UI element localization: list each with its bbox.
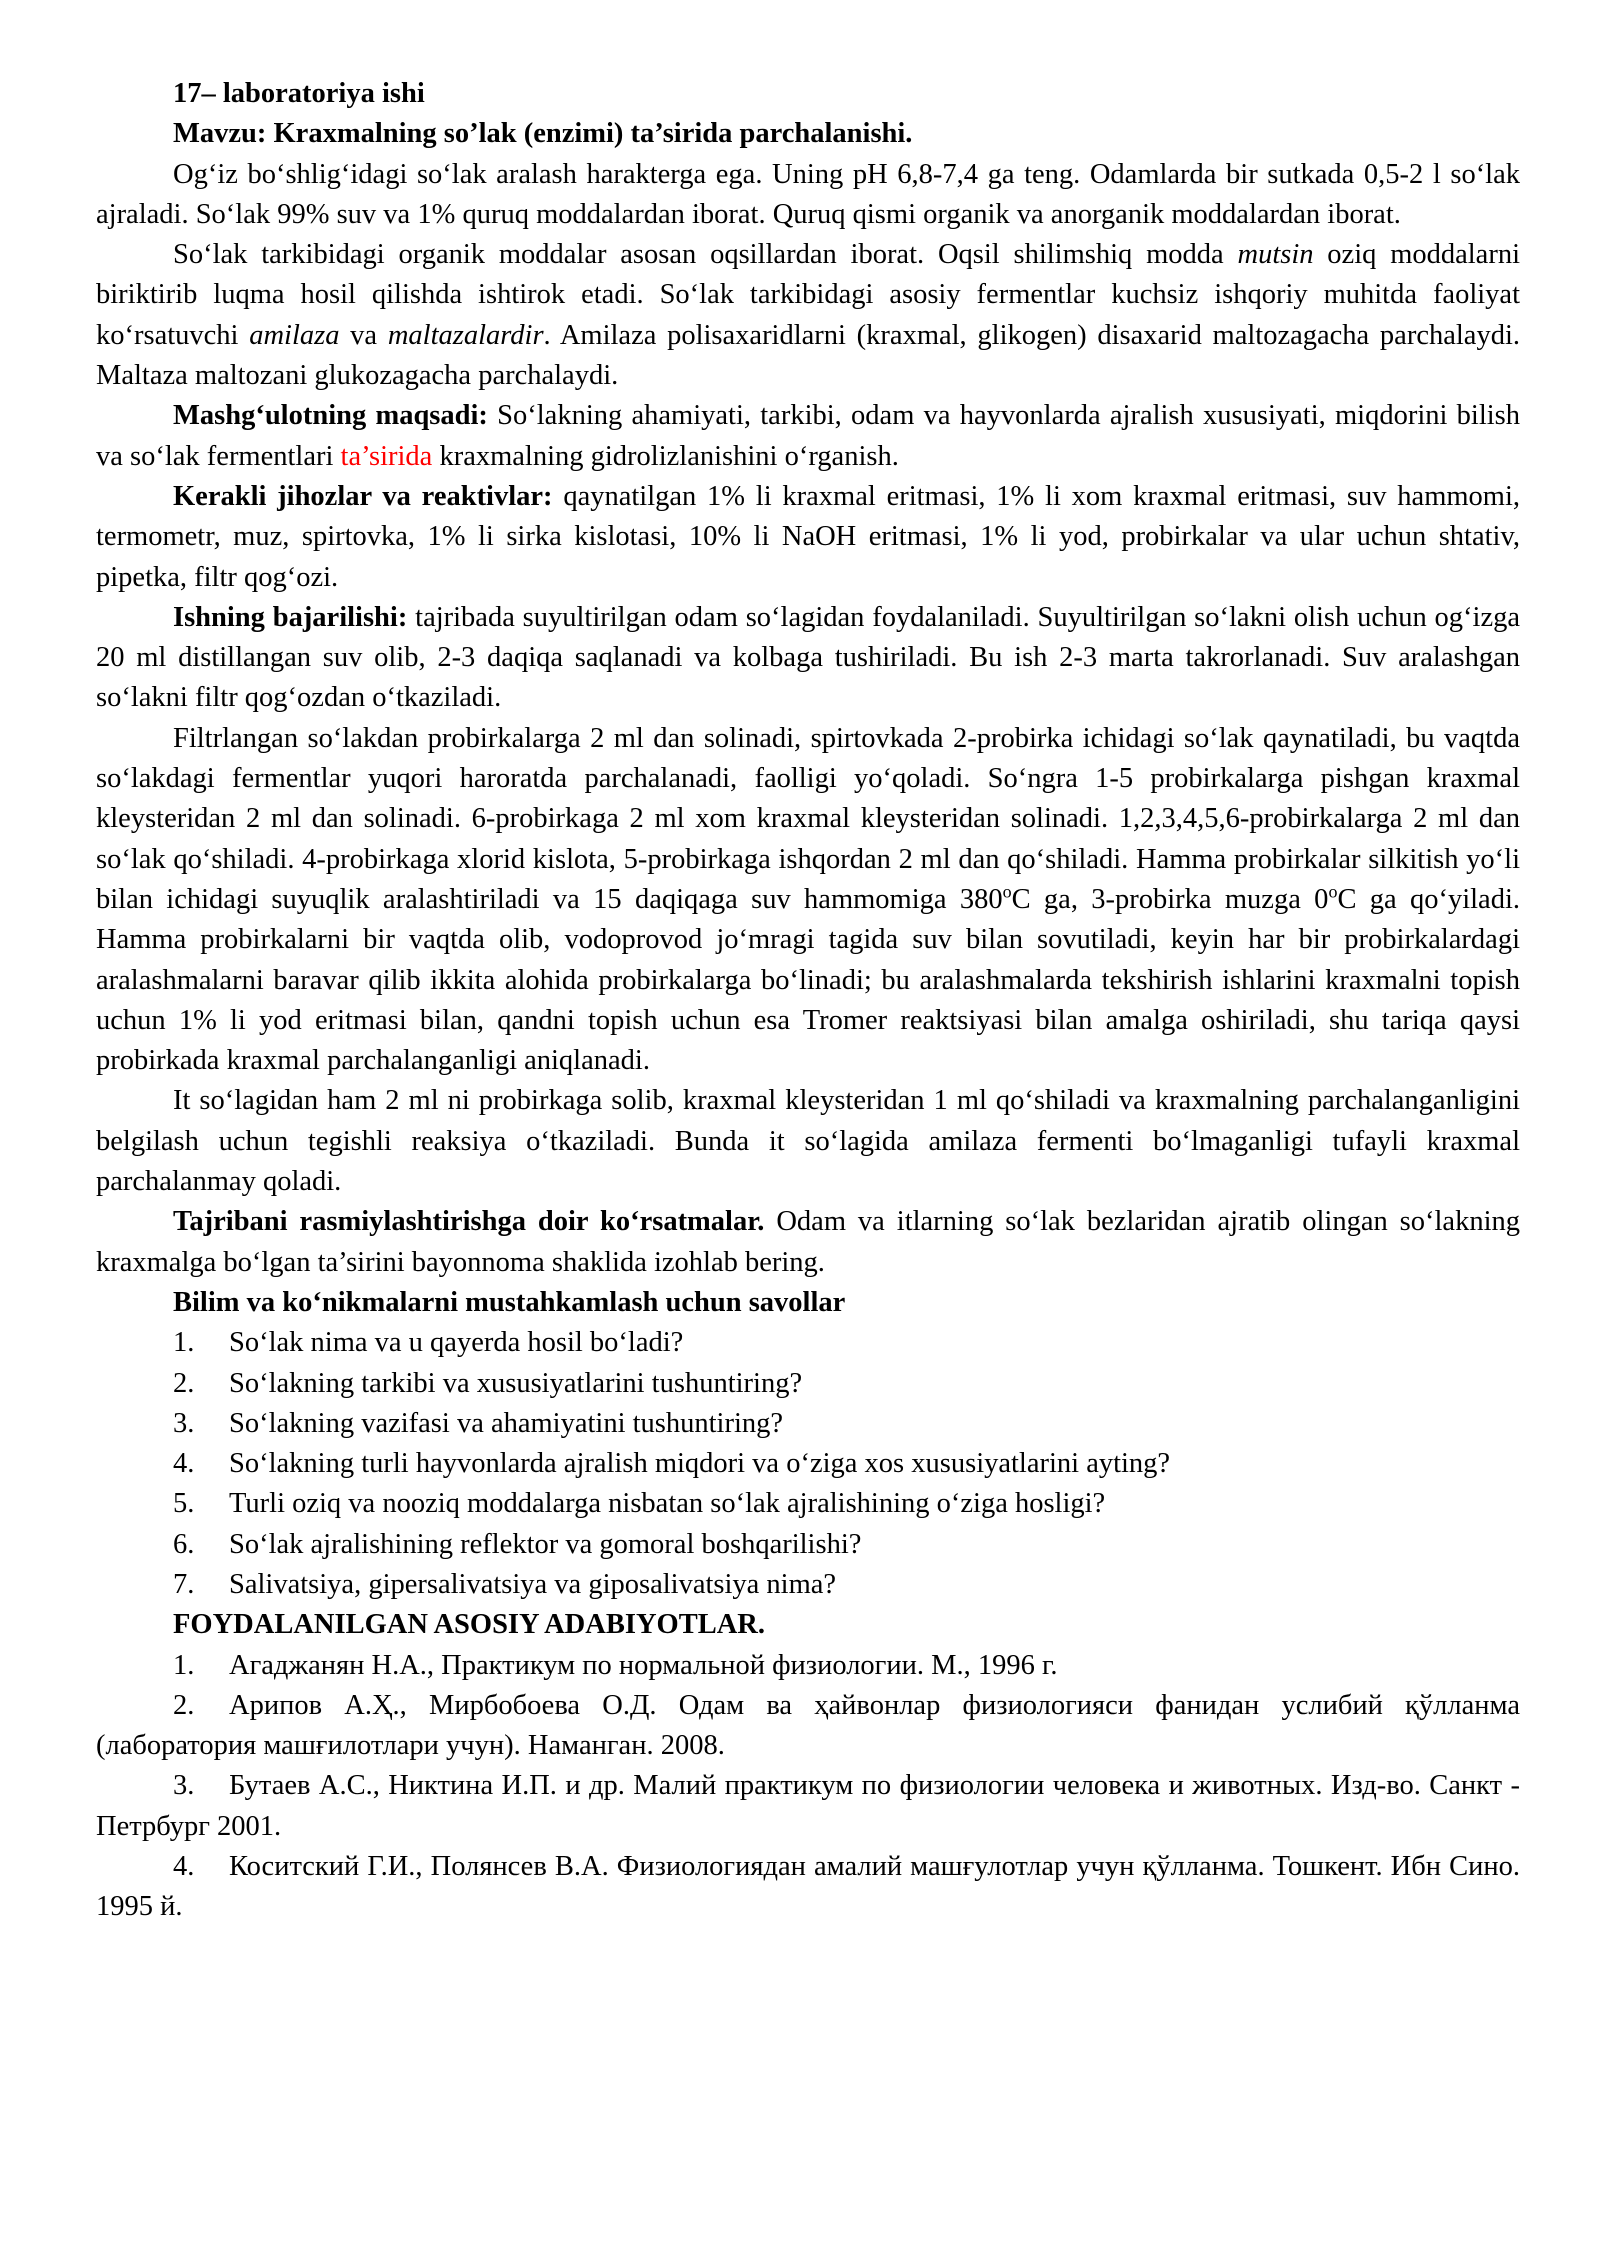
document-page [96,74,1520,1928]
intro-text-c: va [339,319,388,351]
reference-number: 1. [173,1649,195,1681]
list-item [96,1525,1520,1565]
question-number: 4. [173,1448,195,1480]
intro-paragraph-2 [96,235,1520,396]
list-item [96,1444,1520,1484]
reference-text: Бутаев А.С., Никтина И.П. и др. Малий практикум по физиологии человека и животных. Изд-во. Санкт - Петрбург 2001. [96,1770,1520,1842]
questions-list [96,1323,1520,1605]
list-item [96,1565,1520,1605]
degree-sup-2: o [1328,881,1338,902]
goal-paragraph [96,396,1520,477]
reference-number: 3. [173,1770,195,1802]
goal-highlight: ta’sirida [340,440,433,472]
procedure-label: Ishning bajarilishi: [173,601,408,633]
question-text: Salivatsiya, gipersalivatsiya va giposalivatsiya nima? [229,1568,837,1600]
equipment-text: qaynatilgan 1% li kraxmal eritmasi, 1% li xom kraxmal eritmasi, suv hammomi, termometr, muz, spirtovka, 1% li sirka kislotasi, 10% li NaOH eritmasi, 1% li yod, probirkalar va ular uchun shtativ, pipetka, filtr qog‘ozi. [96,480,1520,593]
list-item [96,1847,1520,1928]
equipment-paragraph [96,477,1520,598]
list-item [96,1323,1520,1363]
intro-text-b: oziq moddalarni biriktirib luqma hosil qilishda ishtirok etadi. So‘lak tarkibidagi asosiy fermentlar kuchsiz ishqoriy muhitda faoliyat ko‘rsatuvchi [96,239,1520,351]
reference-text: Агаджанян Н.А., Практикум по нормальной физиологии. М., 1996 г. [229,1649,1058,1681]
list-item [96,1404,1520,1444]
question-text: So‘lakning tarkibi va xususiyatlarini tushuntiring? [229,1367,803,1399]
procedure-text-a: Filtrlangan so‘lakdan probirkalarga 2 ml dan solinadi, spirtovkada 2-probirka ichidagi so‘lak qaynatiladi, bu vaqtda so‘lakdagi fermentlar yuqori haroratda parchalanadi, faolligi yo‘qoladi. So‘ngra 1-5 probirkalarga pishgan kraxmal kleysteridan 2 ml dan solinadi. 6-probirkaga 2 ml xom kraxmal kleysteridan solinadi. 1,2,3,4,5,6-probirkalarga 2 ml dan so‘lak qo‘shiladi. 4-probirkaga xlorid kislota, 5-probirkaga ishqordan 2 ml dan qo‘shiladi. Hamma probirkalar silkitish yo‘li bilan ichidagi suyuqlik aralashtiriladi va 15 daqiqaga suv hammomiga 380 [96,722,1520,915]
question-text: So‘lakning turli hayvonlarda ajralish miqdori va o‘ziga xos xususiyatlarini ayting? [229,1448,1171,1480]
lab-title: 17– laboratoriya ishi [173,78,425,109]
term-amilaza: amilaza [249,319,340,351]
intro-text-a: So‘lak tarkibidagi organik moddalar asosan oqsillardan iborat. Oqsil shilimshiq modda [173,239,1238,271]
instructions-label: Tajribani rasmiylashtirishga doir ko‘rsatmalar. [173,1206,765,1238]
question-text: Turli oziq va nooziq moddalarga nisbatan so‘lak ajralishining o‘ziga hosligi? [229,1488,1106,1520]
equipment-label: Kerakli jihozlar va reaktivlar: [173,480,553,512]
list-item [96,1766,1520,1847]
procedure-text-c: C ga qo‘yiladi. Hamma probirkalarni bir vaqtda olib, vodoprovod jo‘mragi tagida suv bilan sovutiladi, keyin har bir probirkalardagi aralashmalarni baravar qilib ikkita alohida probirkalarga bo‘linadi; bu aralashmalarda tekshirish ishlarini kraxmalni topish uchun 1% li yod eritmasi bilan, qandni topish uchun esa Tromer reaktsiyasi bilan amalga oshiriladi, shu tariqa qaysi probirkada kraxmal parchalanganligi aniqlanadi. [96,883,1521,1077]
list-item [96,1686,1520,1767]
question-number: 5. [173,1488,195,1520]
procedure-paragraph-2 [96,719,1520,1082]
question-text: So‘lak nima va u qayerda hosil bo‘ladi? [229,1327,684,1359]
question-number: 3. [173,1407,195,1439]
references-list [96,1646,1520,1928]
references-heading: FOYDALANILGAN ASOSIY ADABIYOTLAR. [173,1609,766,1641]
topic-title: Mavzu: Kraxmalning so’lak (enzimi) ta’sirida parchalanishi. [173,118,913,150]
term-maltaza: maltazalardir [387,319,544,351]
goal-text-a: So‘lakning ahamiyati, tarkibi, odam va hayvonlarda ajralish xususiyati, miqdorini bilish va so‘lak fermentlari [96,400,1521,472]
degree-sup-1: o [1002,881,1012,902]
procedure-paragraph-1 [96,598,1520,719]
procedure-text-b: C ga, 3-probirka muzga 0 [1011,883,1329,915]
question-text: So‘lakning vazifasi va ahamiyatini tushuntiring? [229,1407,784,1439]
goal-text-b: kraxmalning gidrolizlanishini o‘rganish. [432,440,899,472]
question-number: 7. [173,1568,195,1600]
reference-text: Арипов А.Ҳ., Мирбобоева О.Д. Одам ва ҳайвонлар физиологияси фанидан услибий қўлланма (лаборатория машғилотлари учун). Наманган. 2008. [96,1689,1520,1762]
procedure-paragraph-3: It so‘lagidan ham 2 ml ni probirkaga solib, kraxmal kleysteridan 1 ml qo‘shiladi va kraxmalning parchalanganligini belgilash uchun tegishli reaksiya o‘tkaziladi. Bunda it so‘lagida amilaza fermenti bo‘lmaganligi tufayli kraxmal parchalanmay qoladi. [96,1085,1520,1198]
reference-text: Коситский Г.И., Полянсев В.А. Физиологиядан амалий машғулотлар учун қўлланма. Тошкент. Ибн Сино. 1995 й. [96,1851,1520,1923]
question-number: 2. [173,1367,195,1399]
question-number: 6. [173,1528,195,1560]
intro-text-d: . Amilaza polisaxaridlarni (kraxmal, glikogen) disaxarid maltozagacha parchalaydi. Maltaza maltozani glukozagacha parchalaydi. [96,319,1520,392]
list-item [96,1646,1520,1686]
term-mutsin: mutsin [1237,239,1314,271]
question-number: 1. [173,1327,195,1359]
instructions-text: Odam va itlarning so‘lak bezlaridan ajratib olingan so‘lakning kraxmalga bo‘lgan ta’sirini bayonnoma shaklida izohlab bering. [96,1206,1520,1278]
goal-label: Mashg‘ulotning maqsadi: [173,400,488,432]
reference-number: 4. [173,1851,195,1883]
list-item [96,1364,1520,1404]
list-item [96,1484,1520,1524]
question-text: So‘lak ajralishining reflektor va gomoral boshqarilishi? [229,1528,862,1560]
instructions-paragraph [96,1202,1520,1283]
procedure-text: tajribada suyultirilgan odam so‘lagidan foydalaniladi. Suyultirilgan so‘lakni olish uchun og‘izga 20 ml distillangan suv olib, 2-3 daqiqa saqlanadi va kolbaga tushiriladi. Bu ish 2-3 marta takrorlanadi. Suv aralashgan so‘lakni filtr qog‘ozdan o‘tkaziladi. [96,601,1520,714]
questions-heading: Bilim va ko‘nikmalarni mustahkamlash uchun savollar [173,1286,846,1318]
intro-paragraph-1: Og‘iz bo‘shlig‘idagi so‘lak aralash harakterga ega. Uning pH 6,8-7,4 ga teng. Odamlarda bir sutkada 0,5-2 l so‘lak ajraladi. So‘lak 99% suv va 1% quruq moddalardan iborat. Quruq qismi organik va anorganik moddalardan iborat. [96,158,1520,230]
reference-number: 2. [173,1689,195,1721]
